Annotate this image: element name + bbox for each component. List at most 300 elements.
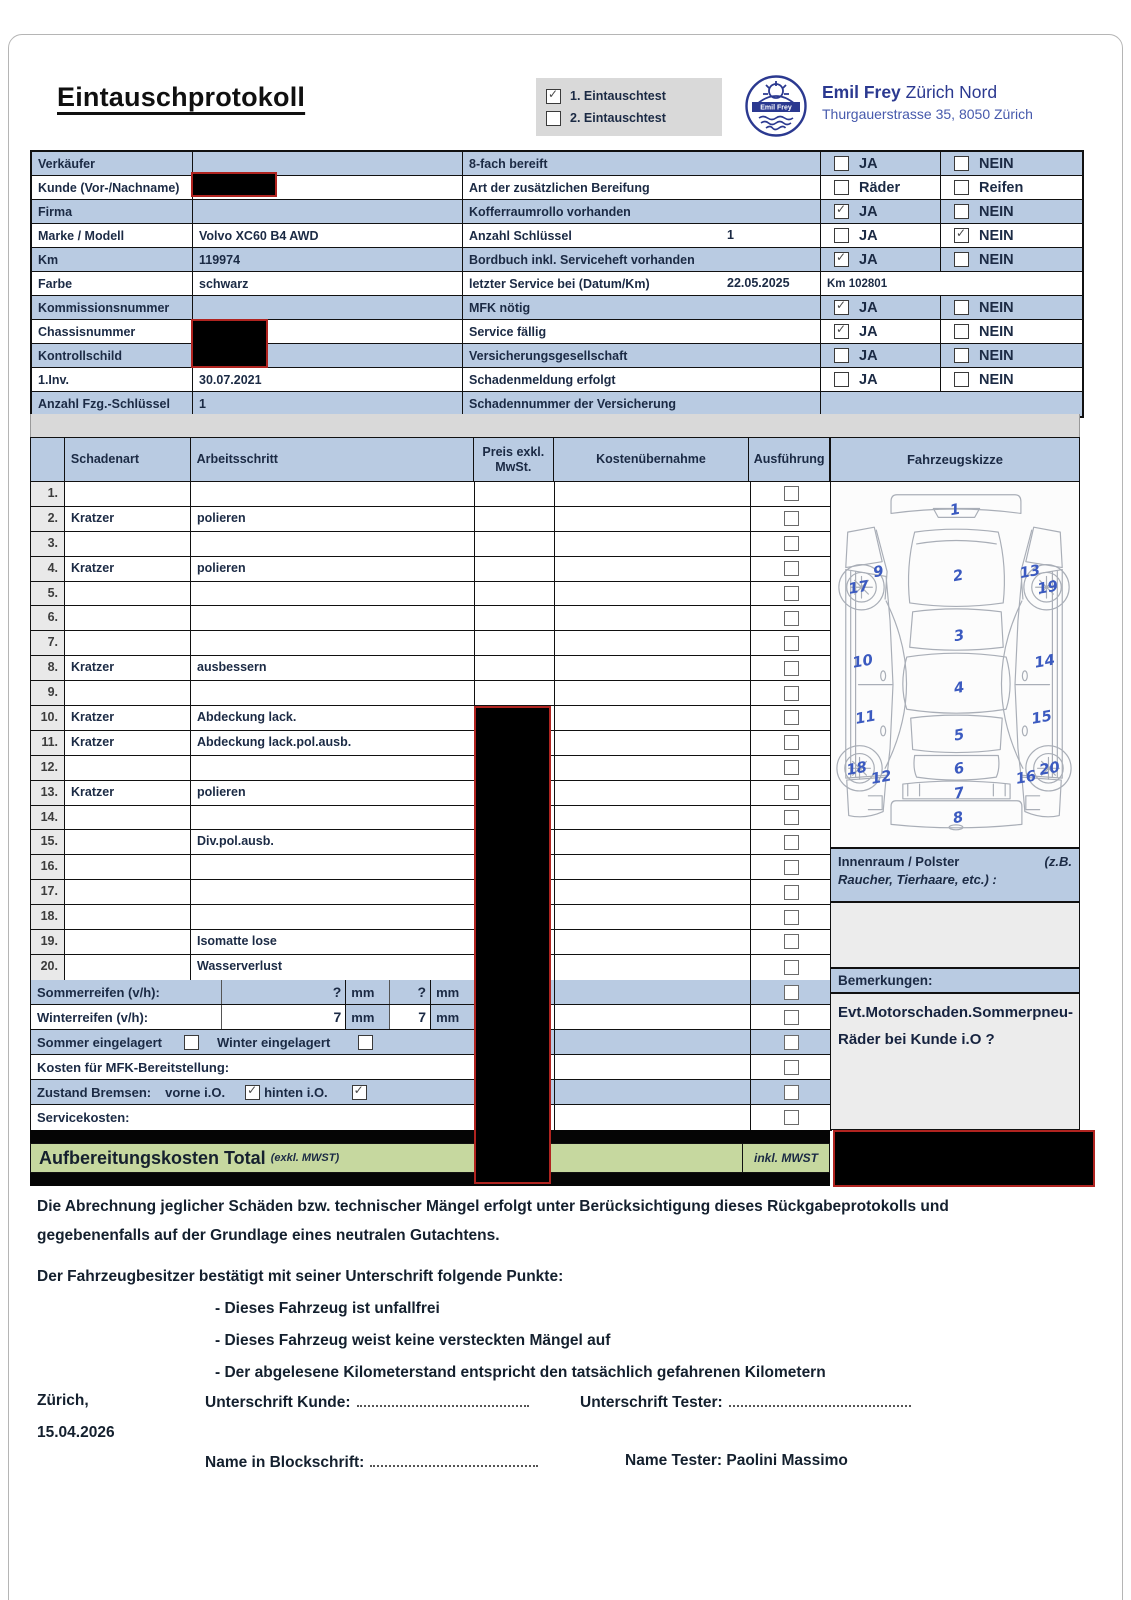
- row-number: 15.: [31, 830, 65, 854]
- execution-cell: [751, 880, 831, 904]
- execution-cell: [751, 830, 831, 854]
- info-mid-label: Schadennummer der Versicherung: [463, 392, 821, 416]
- option-label: JA: [859, 371, 878, 388]
- info-value: [193, 200, 463, 223]
- info-value: 119974: [193, 248, 463, 271]
- info-mid-value: 22.05.2025: [727, 276, 790, 290]
- option-checkbox[interactable]: [834, 252, 849, 267]
- winter-front-unit: mm: [345, 1005, 389, 1029]
- damage-type: [65, 830, 191, 854]
- exec-checkbox[interactable]: [784, 486, 799, 501]
- option-label: Räder: [859, 179, 901, 196]
- summer-stored-label: Sommer eingelagert: [37, 1034, 162, 1050]
- option-checkbox[interactable]: [954, 180, 969, 195]
- exec-checkbox[interactable]: [784, 1110, 799, 1125]
- info-label: Km: [32, 248, 193, 271]
- damage-row: [31, 905, 831, 930]
- cost-coverage-cell: [555, 955, 751, 980]
- info-row: [32, 320, 1082, 344]
- exec-checkbox[interactable]: [784, 934, 799, 949]
- sketch-zone-number: 12: [869, 767, 893, 788]
- company-logo: [744, 74, 1033, 138]
- option-checkbox[interactable]: [834, 324, 849, 339]
- damage-row: [31, 930, 831, 955]
- winter-tires-label: Winterreifen (v/h):: [37, 1009, 149, 1025]
- execution-cell: [751, 681, 831, 705]
- row-number: 14.: [31, 806, 65, 830]
- execution-cell: [751, 930, 831, 954]
- sketch-zone-number: 1: [948, 500, 962, 520]
- price-cell: [475, 681, 555, 705]
- exec-checkbox[interactable]: [784, 661, 799, 676]
- exec-checkbox[interactable]: [784, 785, 799, 800]
- damage-row: [31, 482, 831, 507]
- signature-tester: Unterschrift Tester:: [580, 1392, 911, 1412]
- info-mid-label: Service fällig: [463, 320, 821, 343]
- total-row: [30, 1143, 830, 1173]
- damage-row: [31, 706, 831, 731]
- option-label: JA: [859, 203, 878, 220]
- test1-checkbox[interactable]: [546, 89, 561, 104]
- info-mid-label: Art der zusätzlichen Bereifung: [463, 176, 821, 199]
- work-step: polieren: [191, 557, 475, 581]
- row-number: 16.: [31, 855, 65, 879]
- option-label: JA: [859, 299, 878, 316]
- option-yes-cell: [821, 176, 941, 199]
- option-no-cell: [941, 176, 1082, 199]
- sketch-zone-number: 14: [1033, 651, 1057, 672]
- work-step: [191, 806, 475, 830]
- exec-checkbox[interactable]: [784, 985, 799, 1000]
- option-label: Reifen: [979, 179, 1024, 196]
- execution-cell: [751, 806, 831, 830]
- option-label: JA: [859, 347, 878, 364]
- block-name-line[interactable]: [370, 1452, 538, 1467]
- interior-title: Innenraum / Polster: [838, 854, 960, 869]
- brakes-rear-checkbox[interactable]: [352, 1085, 367, 1100]
- execution-cell: [751, 731, 831, 755]
- option-label: JA: [859, 155, 878, 172]
- option-checkbox[interactable]: [834, 180, 849, 195]
- brakes-front-checkbox[interactable]: [245, 1085, 260, 1100]
- row-number: 9.: [31, 681, 65, 705]
- header-ausfuehrung: Ausführung: [753, 452, 825, 466]
- info-label: Chassisnummer: [32, 320, 193, 343]
- option-yes-cell: [821, 200, 941, 223]
- svg-text:Emil Frey: Emil Frey: [760, 104, 792, 112]
- price-cell: [475, 582, 555, 606]
- work-step: ausbessern: [191, 656, 475, 680]
- brakes-label: Zustand Bremsen:: [37, 1084, 152, 1100]
- separator-bar-top: [30, 1130, 830, 1143]
- info-value: 1: [193, 392, 463, 416]
- exec-checkbox[interactable]: [784, 1010, 799, 1025]
- row-number: 19.: [31, 930, 65, 954]
- option-checkbox[interactable]: [834, 300, 849, 315]
- option-label: NEIN: [979, 299, 1014, 316]
- redaction-chassis-plate: [191, 319, 268, 368]
- test2-checkbox[interactable]: [546, 111, 561, 126]
- exec-checkbox[interactable]: [784, 561, 799, 576]
- confirmation-item: - Der abgelesene Kilometerstand entspricht den tatsächlich gefahrenen Kilometern: [215, 1364, 826, 1381]
- cost-coverage-cell: [555, 532, 751, 556]
- header-preis: Preis exkl. MwSt.: [474, 438, 554, 481]
- exec-checkbox[interactable]: [784, 511, 799, 526]
- redaction-total-amount: [833, 1130, 1095, 1187]
- damage-table-header: [30, 437, 830, 482]
- sketch-zone-number: 16: [1014, 767, 1038, 788]
- redaction-customer-name: [191, 172, 277, 197]
- info-value: Volvo XC60 B4 AWD: [193, 224, 463, 247]
- remarks-line: Evt.Motorschaden.Sommerpneu-: [838, 1004, 1074, 1021]
- cost-coverage-cell: [555, 781, 751, 805]
- info-row: [32, 392, 1082, 416]
- winter-stored-checkbox[interactable]: [358, 1035, 373, 1050]
- header-arbeitsschritt: Arbeitsschritt: [191, 438, 474, 481]
- brand-name: Emil Frey: [822, 82, 901, 102]
- info-label: Kunde (Vor-/Nachname): [32, 176, 193, 199]
- exec-checkbox[interactable]: [784, 1035, 799, 1050]
- option-checkbox[interactable]: [834, 348, 849, 363]
- info-mid-label: letzter Service bei (Datum/Km) 22.05.2025: [463, 272, 821, 295]
- work-step: [191, 681, 475, 705]
- cost-coverage-cell: [555, 656, 751, 680]
- exec-checkbox[interactable]: [784, 910, 799, 925]
- info-row: [32, 344, 1082, 368]
- option-label: JA: [859, 251, 878, 268]
- brakes-row: [31, 1080, 831, 1105]
- exec-checkbox[interactable]: [784, 586, 799, 601]
- confirmation-item: - Dieses Fahrzeug ist unfallfrei: [215, 1300, 440, 1317]
- row-number: 5.: [31, 582, 65, 606]
- info-mid-label: 8-fach bereift: [463, 152, 821, 175]
- info-label: Firma: [32, 200, 193, 223]
- damage-type: [65, 930, 191, 954]
- tester-signature-line[interactable]: [729, 1392, 911, 1407]
- exec-checkbox[interactable]: [784, 960, 799, 975]
- test2-label: 2. Eintauschtest: [570, 111, 666, 125]
- cost-coverage-cell: [555, 855, 751, 879]
- option-label: JA: [859, 227, 878, 244]
- work-step: [191, 631, 475, 655]
- info-mid-label: Anzahl Schlüssel 1: [463, 224, 821, 247]
- cost-coverage-cell: [555, 631, 751, 655]
- sketch-zone-number: 17: [847, 577, 871, 598]
- row-number: 13.: [31, 781, 65, 805]
- damage-row: [31, 582, 831, 607]
- signature-customer: Unterschrift Kunde:: [205, 1392, 529, 1412]
- damage-row: [31, 756, 831, 781]
- vehicle-sketch: [831, 482, 1077, 844]
- sketch-zone-number: 3: [952, 626, 966, 646]
- option-no-cell: [941, 248, 1082, 271]
- sketch-zone-number: 6: [952, 759, 966, 779]
- row-number: 12.: [31, 756, 65, 780]
- total-incl-label: inkl. MWST: [742, 1144, 829, 1172]
- info-value: 30.07.2021: [193, 368, 463, 391]
- exec-checkbox[interactable]: [784, 686, 799, 701]
- price-cell: [475, 606, 555, 630]
- cost-coverage-cell: [555, 930, 751, 954]
- exec-checkbox[interactable]: [784, 810, 799, 825]
- work-step: [191, 532, 475, 556]
- execution-cell: [751, 507, 831, 531]
- row-number: 17.: [31, 880, 65, 904]
- info-row: [32, 200, 1082, 224]
- exec-checkbox[interactable]: [784, 860, 799, 875]
- damage-type: Kratzer: [65, 557, 191, 581]
- row-number: 11.: [31, 731, 65, 755]
- execution-cell: [751, 482, 831, 506]
- row-number: 20.: [31, 955, 65, 980]
- option-label: NEIN: [979, 155, 1014, 172]
- cost-coverage-cell: [555, 557, 751, 581]
- sketch-zone-number: 4: [952, 678, 966, 698]
- summer-rear-unit: mm: [430, 980, 474, 1004]
- exec-checkbox[interactable]: [784, 611, 799, 626]
- signature-date: 15.04.2026: [37, 1424, 115, 1441]
- execution-cell: [751, 532, 831, 556]
- row-number: 2.: [31, 507, 65, 531]
- info-mid-label: Kofferraumrollo vorhanden: [463, 200, 821, 223]
- brakes-rear-label: hinten i.O.: [264, 1084, 328, 1100]
- confirmation-title: Der Fahrzeugbesitzer bestätigt mit seiner Unterschrift folgende Punkte:: [37, 1268, 564, 1285]
- damage-type: [65, 905, 191, 929]
- row-number: 1.: [31, 482, 65, 506]
- option-label: NEIN: [979, 227, 1014, 244]
- damage-row: [31, 631, 831, 656]
- work-step: Isomatte lose: [191, 930, 475, 954]
- info-label: Farbe: [32, 272, 193, 295]
- option-checkbox[interactable]: [954, 300, 969, 315]
- damage-type: [65, 955, 191, 980]
- damage-type: [65, 606, 191, 630]
- damage-row: [31, 880, 831, 905]
- option-label: NEIN: [979, 251, 1014, 268]
- option-no-cell: [941, 152, 1082, 175]
- cost-coverage-cell: [555, 830, 751, 854]
- exec-checkbox[interactable]: [784, 760, 799, 775]
- price-cell: [475, 482, 555, 506]
- price-cell: [475, 557, 555, 581]
- separator-bar-bottom: [30, 1173, 830, 1186]
- interior-hint1: (z.B.: [1044, 854, 1072, 869]
- option-checkbox[interactable]: [954, 372, 969, 387]
- option-checkbox[interactable]: [834, 204, 849, 219]
- work-step: Wasserverlust: [191, 955, 475, 980]
- damage-row: [31, 606, 831, 631]
- price-cell: [475, 631, 555, 655]
- info-mid-label: Schadenmeldung erfolgt: [463, 368, 821, 391]
- remarks-header: Bemerkungen:: [830, 968, 1080, 993]
- exec-checkbox[interactable]: [784, 536, 799, 551]
- sketch-zone-number: 8: [951, 808, 965, 828]
- info-label: Kommissionsnummer: [32, 296, 193, 319]
- info-label: 1.Inv.: [32, 368, 193, 391]
- damage-row: [31, 656, 831, 681]
- summer-tires-label: Sommerreifen (v/h):: [37, 984, 160, 1000]
- option-yes-cell: [821, 296, 941, 319]
- option-label: JA: [859, 323, 878, 340]
- cost-coverage-cell: [555, 806, 751, 830]
- exec-checkbox[interactable]: [784, 1085, 799, 1100]
- winter-rear-unit: mm: [430, 1005, 474, 1029]
- info-value: [193, 296, 463, 319]
- summer-front-unit: mm: [345, 980, 389, 1004]
- option-no-cell: [941, 320, 1082, 343]
- confirmation-item: - Dieses Fahrzeug weist keine versteckten Mängel auf: [215, 1332, 611, 1349]
- test1-label: 1. Eintauschtest: [570, 89, 666, 103]
- option-no-cell: [941, 224, 1082, 247]
- price-cell: [475, 656, 555, 680]
- execution-cell: [751, 781, 831, 805]
- execution-cell: [751, 706, 831, 730]
- work-step: polieren: [191, 507, 475, 531]
- work-step: polieren: [191, 781, 475, 805]
- info-mid-value: 1: [727, 228, 734, 242]
- exec-checkbox[interactable]: [784, 885, 799, 900]
- exec-checkbox[interactable]: [784, 710, 799, 725]
- summer-stored-checkbox[interactable]: [184, 1035, 199, 1050]
- interior-notes-box[interactable]: [830, 902, 1080, 968]
- sketch-zone-number: 2: [951, 566, 965, 586]
- row-number: 18.: [31, 905, 65, 929]
- cost-coverage-cell: [555, 681, 751, 705]
- execution-cell: [751, 582, 831, 606]
- service-cost-label: Servicekosten:: [37, 1110, 130, 1125]
- option-yes-cell: [821, 344, 941, 367]
- cost-coverage-cell: [555, 706, 751, 730]
- option-label: NEIN: [979, 203, 1014, 220]
- damage-row: [31, 681, 831, 706]
- damage-row: [31, 731, 831, 756]
- customer-signature-line[interactable]: [357, 1392, 529, 1407]
- page-title: Eintauschprotokoll: [57, 82, 306, 112]
- total-excl-label: (exkl. MWST): [270, 1152, 340, 1164]
- summer-rear-depth[interactable]: ?: [389, 980, 430, 1004]
- remarks-box[interactable]: [830, 993, 1080, 1130]
- damage-type: [65, 756, 191, 780]
- cost-coverage-cell: [555, 880, 751, 904]
- interior-hint2: Raucher, Tierhaare, etc.) :: [838, 872, 997, 887]
- work-step: Abdeckung lack.: [191, 706, 475, 730]
- execution-cell: [751, 905, 831, 929]
- sketch-zone-number: 10: [851, 651, 875, 672]
- info-row: [32, 176, 1082, 200]
- row-number: 6.: [31, 606, 65, 630]
- option-yes-cell: [821, 368, 941, 391]
- execution-cell: [751, 631, 831, 655]
- tester-name: Name Tester: Paolini Massimo: [625, 1452, 848, 1469]
- interior-header: [830, 848, 1080, 902]
- option-checkbox[interactable]: [954, 204, 969, 219]
- price-cell: [475, 532, 555, 556]
- summer-tires-row: [31, 980, 831, 1005]
- execution-cell: [751, 756, 831, 780]
- winter-front-depth[interactable]: 7: [221, 1005, 346, 1029]
- damage-type: [65, 681, 191, 705]
- info-label: Kontrollschild: [32, 344, 193, 367]
- info-value: schwarz: [193, 272, 463, 295]
- work-step: Div.pol.ausb.: [191, 830, 475, 854]
- sketch-header: Fahrzeugskizze: [830, 437, 1080, 482]
- remarks-line: Räder bei Kunde i.O ?: [838, 1031, 995, 1048]
- header-schadenart: Schadenart: [65, 438, 191, 481]
- exec-checkbox[interactable]: [784, 835, 799, 850]
- execution-cell: [751, 557, 831, 581]
- tire-storage-row: [31, 1030, 831, 1055]
- sketch-zone-number: 15: [1030, 707, 1054, 728]
- name-block-letters: Name in Blockschrift:: [205, 1452, 538, 1472]
- work-step: Abdeckung lack.pol.ausb.: [191, 731, 475, 755]
- info-mid-label: MFK nötig: [463, 296, 821, 319]
- option-checkbox[interactable]: [954, 228, 969, 243]
- execution-cell: [751, 656, 831, 680]
- damage-table-rows: [30, 482, 832, 981]
- option-label: NEIN: [979, 371, 1014, 388]
- empty-cell: [821, 392, 1082, 416]
- service-cost-row: [31, 1105, 831, 1130]
- info-row: [32, 152, 1082, 176]
- option-yes-cell: [821, 248, 941, 271]
- option-no-cell: [941, 368, 1082, 391]
- option-checkbox[interactable]: [834, 372, 849, 387]
- cost-coverage-cell: [555, 582, 751, 606]
- cost-coverage-cell: [555, 756, 751, 780]
- cost-coverage-cell: [555, 482, 751, 506]
- damage-row: [31, 955, 831, 980]
- damage-type: Kratzer: [65, 781, 191, 805]
- summer-front-depth[interactable]: ?: [221, 980, 346, 1004]
- row-number: 4.: [31, 557, 65, 581]
- winter-rear-depth[interactable]: 7: [389, 1005, 430, 1029]
- option-checkbox[interactable]: [954, 348, 969, 363]
- option-no-cell: [941, 200, 1082, 223]
- test-option-2: [546, 107, 712, 129]
- info-label: Anzahl Fzg.-Schlüssel: [32, 392, 193, 416]
- sketch-zone-number: 7: [952, 784, 966, 803]
- option-label: NEIN: [979, 323, 1014, 340]
- option-checkbox[interactable]: [954, 156, 969, 171]
- option-checkbox[interactable]: [834, 228, 849, 243]
- sketch-zone-number: 18: [845, 758, 869, 779]
- damage-type: [65, 631, 191, 655]
- vehicle-info-table: [30, 150, 1084, 418]
- option-label: NEIN: [979, 347, 1014, 364]
- damage-type: Kratzer: [65, 507, 191, 531]
- option-checkbox[interactable]: [834, 156, 849, 171]
- redaction-price-column: [474, 706, 551, 1184]
- exec-checkbox[interactable]: [784, 735, 799, 750]
- emil-frey-emblem-icon: [744, 74, 808, 138]
- cost-coverage-cell: [555, 731, 751, 755]
- damage-type: [65, 532, 191, 556]
- option-checkbox[interactable]: [954, 252, 969, 267]
- exec-checkbox[interactable]: [784, 636, 799, 651]
- mfk-cost-row: [31, 1055, 831, 1080]
- option-checkbox[interactable]: [954, 324, 969, 339]
- execution-cell: [751, 955, 831, 980]
- damage-row: [31, 507, 831, 532]
- total-label: Aufbereitungskosten Total: [39, 1147, 266, 1168]
- test-selector-box: [536, 78, 722, 136]
- vehicle-sketch-cell: [830, 482, 1080, 848]
- damage-row: [31, 830, 831, 855]
- winter-tires-row: [31, 1005, 831, 1030]
- exec-checkbox[interactable]: [784, 1060, 799, 1075]
- info-row: [32, 248, 1082, 272]
- header-nr: [31, 438, 65, 481]
